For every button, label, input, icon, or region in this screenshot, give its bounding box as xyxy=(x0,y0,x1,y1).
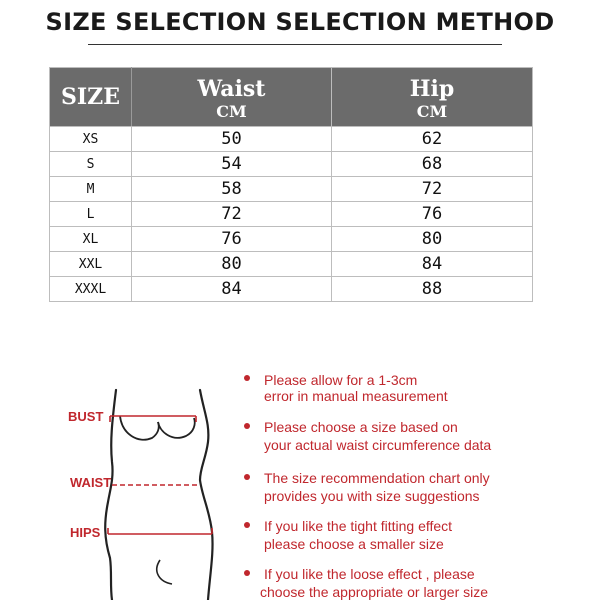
waist-column-header: Waist xyxy=(132,68,332,103)
bullet-dot-icon xyxy=(244,474,250,480)
hip-cell: 76 xyxy=(332,202,533,227)
note-line-2: error in manual measurement xyxy=(264,388,448,404)
note-line-1: The size recommendation chart only xyxy=(264,470,490,486)
note-line-1: If you like the tight fitting effect xyxy=(264,518,453,534)
bullet-dot-icon xyxy=(244,375,250,381)
note-line-2: provides you with size suggestions xyxy=(264,488,480,504)
note-line-1: Please allow for a 1-3cm xyxy=(264,372,418,388)
hip-cell: 88 xyxy=(332,277,533,302)
note-line-2: please choose a smaller size xyxy=(264,536,444,552)
waist-cell: 58 xyxy=(132,177,332,202)
page-title: SIZE SELECTION SELECTION METHOD xyxy=(45,8,555,36)
bullet-dot-icon xyxy=(244,423,250,429)
waist-cell: 76 xyxy=(132,227,332,252)
table-row xyxy=(50,202,533,227)
table-row xyxy=(50,252,533,277)
body-measurement-figure xyxy=(60,362,240,600)
waist-cell: 50 xyxy=(132,127,332,152)
note-line-2: your actual waist circumference data xyxy=(264,437,492,453)
waist-cell: 54 xyxy=(132,152,332,177)
hip-cell: 68 xyxy=(332,152,533,177)
waist-cell: 84 xyxy=(132,277,332,302)
size-chart-table xyxy=(49,67,533,302)
size-cell: XXL xyxy=(50,252,132,277)
waist-cell: 80 xyxy=(132,252,332,277)
hips-label: HIPS xyxy=(70,525,101,540)
table-row xyxy=(50,127,533,152)
note-line-1: If you like the loose effect , please xyxy=(264,566,475,582)
size-cell: S xyxy=(50,152,132,177)
bullet-dot-icon xyxy=(244,522,250,528)
table-row xyxy=(50,152,533,177)
table-row xyxy=(50,277,533,302)
size-cell: XS xyxy=(50,127,132,152)
bust-label: BUST xyxy=(68,409,104,424)
table-row xyxy=(50,227,533,252)
hip-unit: CM xyxy=(332,102,533,127)
size-cell: L xyxy=(50,202,132,227)
size-cell: M xyxy=(50,177,132,202)
waist-unit: CM xyxy=(132,102,332,127)
note-line-2: choose the appropriate or larger size xyxy=(260,584,489,600)
size-cell: XXXL xyxy=(50,277,132,302)
size-cell: XL xyxy=(50,227,132,252)
hip-cell: 72 xyxy=(332,177,533,202)
title-underline xyxy=(88,44,502,45)
hip-column-header: Hip xyxy=(332,68,533,103)
hip-cell: 84 xyxy=(332,252,533,277)
table-row xyxy=(50,177,533,202)
waist-label: WAIST xyxy=(70,475,112,490)
hip-cell: 62 xyxy=(332,127,533,152)
note-line-1: Please choose a size based on xyxy=(264,419,458,435)
waist-cell: 72 xyxy=(132,202,332,227)
hip-cell: 80 xyxy=(332,227,533,252)
size-column-header: SIZE xyxy=(50,68,132,127)
bullet-dot-icon xyxy=(244,570,250,576)
